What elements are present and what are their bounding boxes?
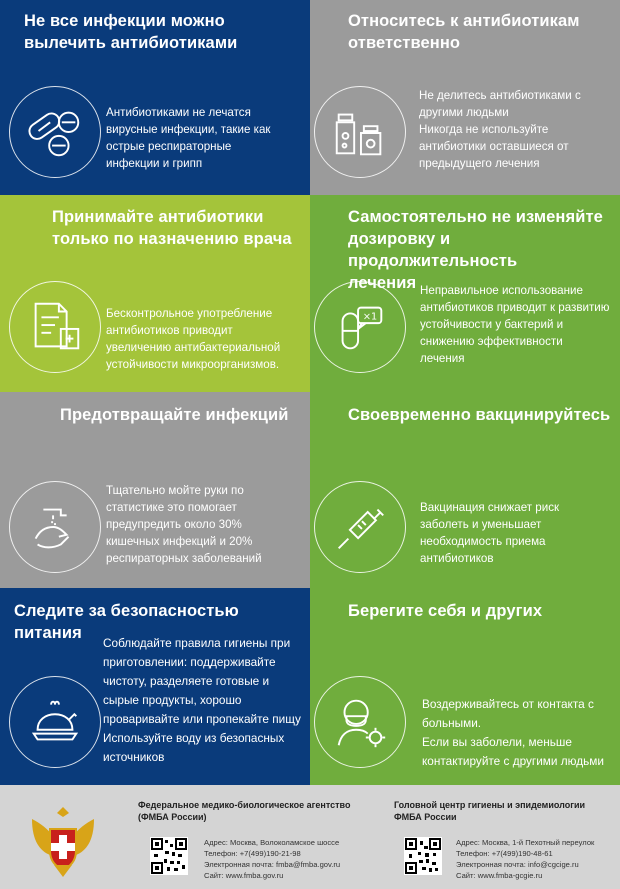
card-dont-change-dose	[310, 195, 620, 392]
card-vaccinate	[310, 392, 620, 588]
roast-chicken-icon	[9, 676, 101, 768]
qr-code-gcgie[interactable]	[404, 837, 442, 875]
card-antibiotics-not-for-all	[0, 0, 310, 195]
card-text: Не делитесь антибиотиками с другими людьми Никогда не используйте антибиотики оставшиеся от предыдущего лечения	[419, 89, 581, 170]
capsule-dose-icon	[314, 281, 406, 373]
card-prescription-only	[0, 195, 310, 392]
prescription-icon	[9, 281, 101, 373]
card-title: Принимайте антибиотики только по назначению врача	[52, 208, 292, 248]
masked-person-icon	[314, 676, 406, 768]
card-text: Тщательно мойте руки по статистике это помогает предупредить около 30% кишечных инфекций и 20% респираторных заболеваний	[106, 484, 262, 565]
card-protect-others	[310, 588, 620, 785]
card-prevent-infections	[0, 392, 310, 588]
pills-icon	[9, 86, 101, 178]
footer	[0, 785, 620, 889]
org-name-gcgie: Головной центр гигиены и эпидемиологии ФМБА России	[394, 800, 586, 822]
org-name-fmba: Федеральное медико-биологическое агентство (ФМБА России)	[138, 800, 351, 822]
card-title: Самостоятельно не изменяйте дозировку и продолжительность лечения	[348, 208, 603, 292]
card-text: Неправильное использование антибиотиков приводит к развитию устойчивости у бактерий и снижению эффективности лечения	[420, 284, 610, 365]
contacts-gcgie: Адрес: Москва, 1-й Пехотный переулок Телефон: +7(499)190-48-61 Электронная почта: info@cgcige.ru Сайт: www.fmba-gcgie.ru	[456, 838, 595, 880]
card-text: Антибиотиками не лечатся вирусные инфекции, такие как острые респираторные инфекции и грипп	[106, 106, 271, 170]
card-title: Берегите себя и других	[348, 602, 543, 620]
contacts-fmba: Адрес: Москва, Волоколамское шоссе Телефон: +7(499)190-21-98 Электронная почта: fmba@fmba.gov.ru Сайт: www.fmba.gov.ru	[204, 838, 341, 880]
medicine-bottles-icon	[314, 86, 406, 178]
card-title: Следите за безопасностью питания	[14, 602, 239, 642]
hand-washing-icon	[9, 481, 101, 573]
card-text: Соблюдайте правила гигиены при приготовлении: поддерживайте чистоту, разделяете готовые и сырые продукты, хорошо проваривайте или пропекайте пищу Используйте воду из безопасных источников	[103, 636, 301, 764]
double-headed-eagle-emblem	[24, 799, 102, 881]
svg-text:×1: ×1	[362, 311, 378, 323]
syringe-icon	[314, 481, 406, 573]
card-food-safety	[0, 588, 310, 785]
card-title: Относитесь к антибиотикам ответственно	[348, 12, 580, 52]
card-text: Бесконтрольное употребление антибиотиков приводит увеличению антибактериальной устойчивости микроорганизмов.	[106, 307, 281, 371]
card-title: Предотвращайте инфекций	[60, 406, 289, 424]
card-title: Не все инфекции можно вылечить антибиотиками	[24, 12, 238, 52]
card-title: Своевременно вакцинируйтесь	[348, 406, 611, 424]
qr-code-fmba[interactable]	[150, 837, 188, 875]
card-responsible-use	[310, 0, 620, 195]
card-text: Воздерживайтесь от контакта с больными. Если вы заболели, меньше контактируйте с другими людьми	[422, 697, 604, 768]
card-text: Вакцинация снижает риск заболеть и уменьшает необходимость приема антибиотиков	[420, 501, 560, 565]
